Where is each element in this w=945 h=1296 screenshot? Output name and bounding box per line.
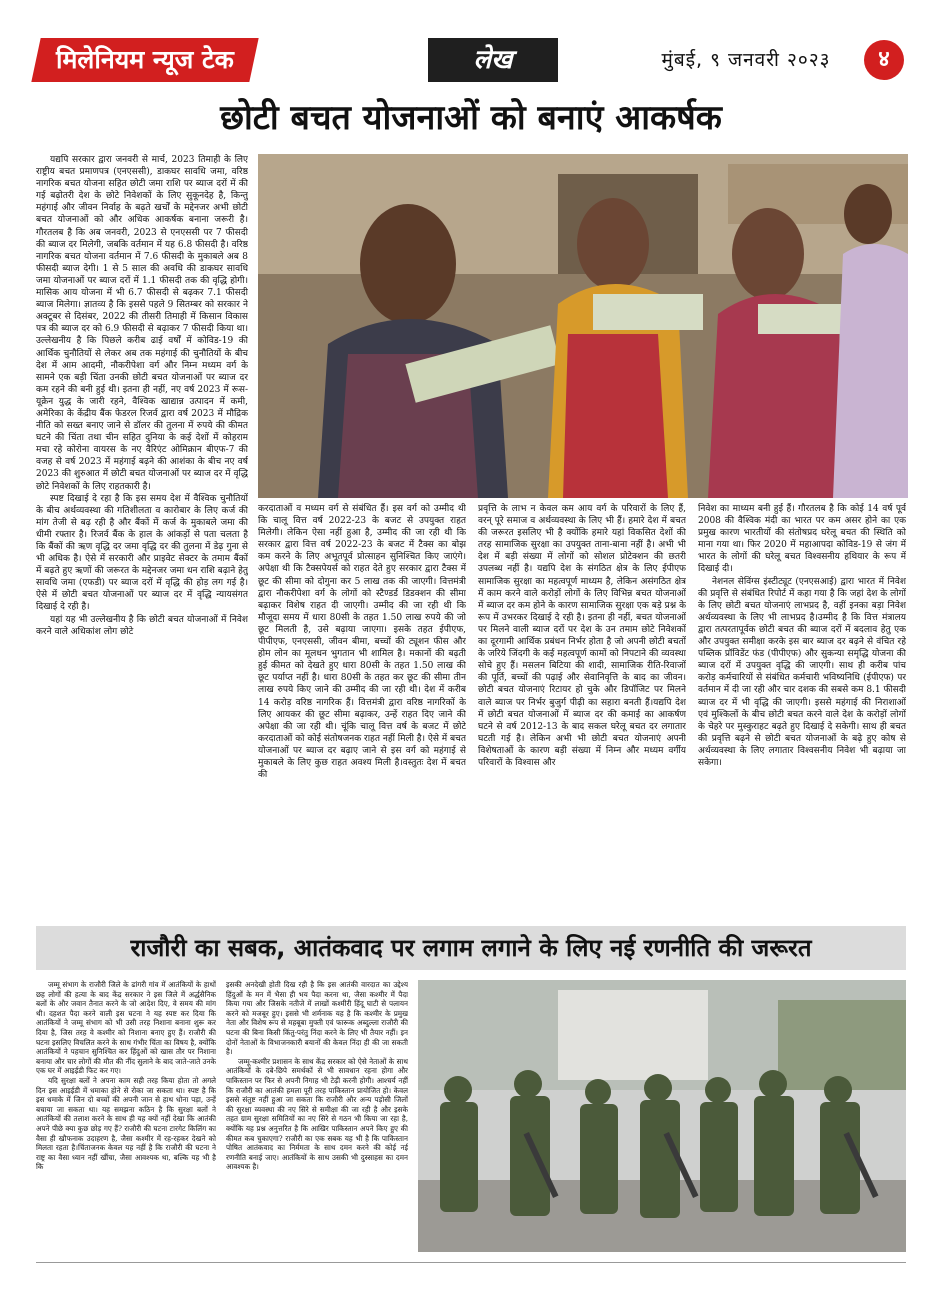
article2-column-1 — [36, 980, 216, 1252]
article1-column-1 — [36, 154, 248, 924]
section-label: लेख — [428, 38, 558, 82]
paragraph: करदाताओं व मध्यम वर्ग से संबंधित हैं। इस वर्ग को उम्मीद थी कि चालू वित्त वर्ष 2022-23 के बजट से उपयुक्त राहत मिलेगी। लेकिन ऐसा नहीं हुआ है, उम्मीद की जा रही थी कि सरकार द्वारा वित्त वर्ष 2022-23 के बजट में टैक्स का बोझ कम करने के लिए अभूतपूर्व प्रोत्साहन सुनिश्चित किए जाएंगे। अपेक्षा थी कि टैक्सपेयर्स को राहत देते हुए सरकार द्वारा टैक्स में छूट की सीमा को दोगुना कर 5 लाख तक की जाएगी। वित्तमंत्री द्वारा नौकरीपेशा वर्ग के लोगों को स्टैण्डर्ड डिडक्शन की सीमा बढ़ाकर विशेष राहत दी जाएगी। उम्मीद की जा रही थी कि मौजूदा समय में धारा 80सी के तहत 1.50 लाख रुपये की जो छूट मिलती है, उसे बढ़ाया जाएगा। इसके तहत ईपीएफ, पीपीएफ, एनएससी, जीवन बीमा, बच्चों की ट्यूशन फीस और होम लोन का मूलधन भुगतान भी शामिल है। मकानों की बढ़ती हुई कीमत को देखते हुए धारा 80सी के तहत 1.50 लाख की छूट पर्याप्त नहीं है। धारा 80सी के तहत कर छूट की सीमा तीन लाख रुपये किए जाने की उम्मीद की जा रही थी। देश में करीब 14 करोड़ वरिष्ठ नागरिक हैं। वित्तमंत्री द्वारा वरिष्ठ नागरिकों के लिए आयकर की छूट सीमा बढ़ाकर, उन्हें राहत दिए जाने की अपेक्षा की जा रही थी। चूंकि चालू वित्त वर्ष के बजट में छोटे करदाताओं को कोई संतोषजनक राहत नहीं मिली है। ऐसे में बचत योजनाओं पर ब्याज दर बढ़ाए जाने से इस वर्ग को महंगाई से मुकाबले के लिए कुछ राहत अवश्य मिली है।वस्तुतः देश में बचत की — [258, 504, 466, 781]
paragraph: स्पष्ट दिखाई दे रहा है कि इस समय देश में वैश्विक चुनौतियों के बीच अर्थव्यवस्था की गतिशीलता व कारोबार के लिए कर्ज की मांग तेजी से बढ़ रही है और बैंकों में कर्ज के मुकाबले जमा की धीमी रफ्तार है। रिजर्व बैंक के हाल के आंकड़ों से पता चलता है कि बैंकों की ऋण वृद्धि दर जमा वृद्धि दर की तुलना में डेढ़ गुना से भी अधिक है। ऐसे में सरकारी और प्राइवेट सेक्टर के तमाम बैंकों में बढ़ते हुए ऋणों की जरूरत के मद्देनजर जमा धन राशि बढ़ाने हेतु सावधि जमा (एफडी) पर ब्याज दरों में वृद्धि की होड़ लग गई है। ऐसे में छोटी बचत योजनाओं पर ब्याज दर में वृद्धि न्यायसंगत दिखाई दे रही है। — [36, 493, 248, 613]
paragraph: जम्मू संभाग के राजौरी जिले के ढांगरी गांव में आतंकियों के हाथों छह लोगों की हत्या के बाद केंद्र सरकार ने इस जिले में अर्द्धसैनिक बलों के और जवान तैनात करने के जो आदेश दिए, वे समय की मांग थी। दहशत पैदा करने वाली इस घटना ने यह स्पष्ट कर दिया कि आतंकियों ने जम्मू संभाग को भी उसी तरह निशाना बनाना शुरू कर दिया है, जिस तरह वे कश्मीर को निशाना बनाए हुए हैं। राजौरी की घटना इसलिए विचलित करने के साथ गंभीर चिंता का विषय है, क्योंकि आतंकियों ने पहचान सुनिश्चित कर हिंदुओं को खास तौर पर निशाना बनाया और चार लोगों की मौत की नींद सुलाने के बाद जाते-जाते उनके एक घर में आइईडी फिट कर गए। — [36, 980, 216, 1076]
paragraph: प्रवृत्ति के लाभ न केवल कम आय वर्ग के परिवारों के लिए हैं, वरन्‌ पूरे समाज व अर्थव्यवस्था के लिए भी हैं। हमारे देश में बचत की जरूरत इसलिए भी है क्योंकि हमारे यहां विकसित देशों की तरह सामाजिक सुरक्षा का उपयुक्त ताना-बाना नहीं है। अभी भी देश में बड़ी संख्या में लोगों को सोशल प्रोटेक्शन की छतरी उपलब्ध नहीं है। यद्यपि देश के संगठित क्षेत्र के लिए ईपीएफ सामाजिक सुरक्षा का महत्वपूर्ण माध्यम है, लेकिन असंगठित क्षेत्र में काम करने वाले करोड़ों लोगों के लिए विभिन्न बचत योजनाओं में ब्याज दर कम होने के कारण सामाजिक सुरक्षा एक बड़े प्रश्न के रूप में उभरकर दिखाई दे रही है। इतना ही नहीं, बचत योजनाओं पर मिलने वाली ब्याज दरों पर देश के उन तमाम छोटे निवेशकों का दूरगामी आर्थिक प्रबंधन निर्भर होता है जो अपनी छोटी बचतों के जरिये जिंदगी के कई महत्वपूर्ण कामों को निपटाने की व्यवस्था सोचे हुए हैं। मसलन बिटिया की शादी, सामाजिक रीति-रिवाजों की पूर्ति, बच्चों की पढ़ाई और सेवानिवृत्ति के बाद का जीवन। छोटी बचत योजनाएं रिटायर हो चुके और डिपॉजिट पर मिलने वाले ब्याज पर निर्भर बुजुर्ग पीढ़ी का सहारा बनती हैं।यद्यपि देश में छोटी बचत योजनाओं में ब्याज दर की कमाई का आकर्षण घटने से वर्ष 2012-13 के बाद सकल घरेलू बचत दर लगातार घटती गई है। लेकिन अभी भी छोटी बचत योजनाएं अपनी विशेषताओं के कारण बड़ी संख्या में निम्न और मध्यम वर्गीय परिवारों के विश्वास और — [478, 504, 686, 768]
newspaper-brand — [31, 38, 258, 82]
bottom-rule — [36, 1262, 906, 1263]
photo-illustration — [418, 980, 906, 1252]
security-forces-photo — [418, 980, 906, 1252]
paragraph: जम्मू-कश्मीर प्रशासन के साथ केंद्र सरकार को ऐसे नेताओं के साथ आतंकियों के दबे-छिपे समर्थकों से भी सावधान रहना होगा और पाकिस्तान पर फिर से अपनी निगाह भी टेढ़ी करनी होगी। आश्चर्य नहीं कि राजौरी का आतंकी हमला पूरी तरह पाकिस्तान प्रायोजित हो। केवल इससे संतुष्ट नहीं हुआ जा सकता कि राजौरी और अन्य पड़ोसी जिलों की सुरक्षा व्यवस्था की नए सिरे से समीक्षा की जा रही है और इसके तहत ग्राम सुरक्षा समितियों का नए सिरे से गठन भी किया जा रहा है, क्योंकि यह प्रश्न अनुत्तरित है कि आखिर पाकिस्तान अपने किए हुए की कीमत कब चुकाएगा? राजौरी का एक सबक यह भी है कि पाकिस्तान पोषित आतंकवाद का निर्ममता के साथ दमन करने की कोई नई रणनीति बनाई जाए। आतंकियों के साथ उसकी भी दुस्साहस का दमन आवश्यक है। — [226, 1056, 408, 1172]
article1-headline: छोटी बचत योजनाओं को बनाएं आकर्षक — [220, 98, 722, 138]
page-number: ४ — [864, 40, 904, 80]
masthead — [36, 38, 906, 82]
brand-text: मिलेनियम न्यूज टेक — [56, 45, 234, 74]
paragraph: यद्यपि सरकार द्वारा जनवरी से मार्च, 2023 तिमाही के लिए राष्ट्रीय बचत प्रमाणपत्र (एनएससी), डाकघर सावधि जमा, वरिष्ठ नागरिक बचत योजना सहित छोटी जमा राशि पर ब्याज दरों में की गई बढ़ोतरी देश के छोटे निवेशकों के लिए सुकूनदेह है, किन्तु महंगाई और जीवन निर्वाह के बढ़ते खर्चों के मद्देनजर अभी छोटी बचत योजनाओं को और अधिक आकर्षक बनाना जरूरी है।गौरतलब है कि अब जनवरी, 2023 से एनएससी पर 7 फीसदी की ब्याज दर मिलेगी, जबकि वर्तमान में यह 6.8 फीसदी है। वरिष्ठ नागरिक बचत योजना वर्तमान में 7.6 फीसदी के मुकाबले अब 8 फीसदी ब्याज देगी। 1 से 5 साल की अवधि की डाकघर सावधि जमा योजनाओं पर ब्याज दरों में 1.1 फीसदी तक की वृद्धि होगी। मासिक आय योजना में भी 6.7 फीसदी से बढ़कर 7.1 फीसदी ब्याज मिलेगा। ज्ञातव्य है कि इससे पहले 9 सितम्बर को सरकार ने अक्टूबर से दिसंबर, 2022 की तीसरी तिमाही में किसान विकास पत्र की ब्याज दर को 6.9 फीसदी से बढ़ाकर 7 फीसदी किया था।उल्लेखनीय है कि पिछले करीब ढाई वर्षों में कोविड-19 की आर्थिक चुनौतियों से लेकर अब तक महंगाई की चुनौतियों के बीच देश में आम आदमी, नौकरीपेशा वर्ग और निम्न मध्यम वर्ग के सामने एक बड़ी चिंता उनकी छोटी बचत योजनाओं पर ब्याज दर कम रहने की बनी हुई थी। इतना ही नहीं, नए वर्ष 2023 में रूस-यूक्रेन युद्ध के जारी रहने, वैश्विक खाद्यान्न उत्पादन में कमी, अमेरिका के केंद्रीय बैंक फेडरल रिजर्व द्वारा वर्ष 2023 में मौद्रिक नीति को सख्त बनाए जाने से डॉलर की तुलना में रुपये की कीमत घटने की चिंता तथा चीन सहित दुनिया के कई देशों में कोहराम मचा रहे कोरोना वायरस के नए वैरिएंट ओमिक्रान बीएफ-7 की वजह से वर्ष 2023 में महंगाई बढ़ने की आशंका के बीच नए वर्ष 2023 की शुरुआत में छोटी बचत योजनाओं पर ब्याज दर में वृद्धि छोटे निवेशकों के लिए राहतकारी है। — [36, 155, 248, 492]
dateline: मुंबई, ९ जनवरी २०२३ — [661, 49, 831, 71]
article2-headline: राजौरी का सबक, आतंकवाद पर लगाम लगाने के लिए नई रणनीति की जरूरत — [36, 926, 906, 970]
article1-column-3 — [478, 503, 686, 921]
article2-column-2 — [226, 980, 408, 1252]
paragraph: यदि सुरक्षा बलों ने अपना काम सही तरह किया होता तो अगले दिन इस आइईडी में धमाका होने से रोका जा सकता था। स्पष्ट है कि इस धमाके में जिन दो बच्चों की अपनी जान से हाथ धोना पड़ा, उन्हें बचाया जा सकता था। यह समझना कठिन है कि सुरक्षा बलों ने आतंकियों की तलाश करने के साथ ही यह क्यों नहीं देखा कि आतंकी अपने पीछे क्या कुछ छोड़ गए हैं? राजौरी की घटना टारगेट किलिंग का वैसा ही खौफनाक उदाहरण है, जैसा कश्मीर में रह-रहकर देखने को मिलता रहता है।चिंताजनक केवल यह नहीं है कि राजौरी की घटना ने राष्ट्र का वैसा ध्यान नहीं खींचा, जैसा आवश्यक था, बल्कि यह भी है कि — [36, 1075, 216, 1172]
paragraph: निवेश का माध्यम बनी हुई हैं। गौरतलब है कि कोई 14 वर्ष पूर्व 2008 की वैश्विक मंदी का भारत पर कम असर होने का एक प्रमुख कारण भारतीयों की संतोषप्रद घरेलू बचत की स्थिति को माना गया था। फिर 2020 में महाआपदा कोविड-19 से जंग में भारत के लोगों की घरेलू बचत विश्वसनीय हथियार के रूप में दिखाई दी। — [698, 504, 906, 575]
paragraph: नेशनल सेविंग्स इंस्टीट्यूट (एनएसआई) द्वारा भारत में निवेश की प्रवृत्ति से संबंधित रिपोर्ट में कहा गया है कि जहां देश के लोगों के लिए छोटी बचत योजनाएं लाभप्रद है, वहीं इनका बड़ा निवेश अर्थव्यवस्था के लिए भी लाभप्रद है।उम्मीद है कि वित्त मंत्रालय द्वारा तत्परतापूर्वक छोटी बचत की ब्याज दरों में बदलाव हेतु एक और उपयुक्त समीक्षा करके इस बार ब्याज दर बढ़ने से वंचित रहे पब्लिक प्रॉविडेंट फंड (पीपीएफ) और सुकन्या समृद्धि योजना की ब्याज दरों में उपयुक्त वृद्धि की जाएगी। साथ ही करीब पांच करोड़ कर्मचारियों से संबंधित कर्मचारी भविष्यनिधि (ईपीएफ) पर वर्तमान में दी जा रही और चार दशक की सबसे कम 8.1 फीसदी ब्याज दर में भी वृद्धि की जाएगी। इससे महंगाई की निराशाओं एवं मुश्किलों के बीच छोटी बचत करने वाले देश के करोड़ों लोगों के चेहरे पर मुस्कुराहट बढ़ते हुए दिखाई दे सकेगी। साथ ही बचत की प्रवृत्ति बढ़ने से छोटी बचत योजनाओं के बढ़े हुए कोष से अर्थव्यवस्था के लिए लगातार विश्वसनीय निवेश भी बढ़ाया जा सकेगा। — [698, 576, 906, 768]
article1-column-2 — [258, 503, 466, 921]
article1-column-4 — [698, 503, 906, 921]
paragraph: इसकी अनदेखी होती दिख रही है कि इस आतंकी वारदात का उद्देश्य हिंदुओं के मन में भैसा ही भय पैदा करना था, जैसा कश्मीर में पैदा किया गया और जिसके नतीजे में लाखों कश्मीरी हिंदू घाटी से पलायन करने को मजबूर हुए। इससे भी शर्मनाक यह है कि कश्मीर के प्रमुख नेता और विशेष रूप से महबूबा मुफ्ती एवं फारूक अब्दुल्ला राजौरी की घटना की बिना किसी किंतु-परंतु निंदा करने के लिए भी तैयार नहीं। इन दोनों नेताओं के विभाजनकारी बयानों की केवल निंदा ही की जा सकती है। — [226, 980, 408, 1057]
women-with-banknotes-photo — [258, 154, 908, 498]
photo-illustration — [258, 154, 908, 498]
paragraph: यहां यह भी उल्लेखनीय है कि छोटी बचत योजनाओं में निवेश करने वाले अधिकांश लोग छोटे — [36, 614, 248, 637]
